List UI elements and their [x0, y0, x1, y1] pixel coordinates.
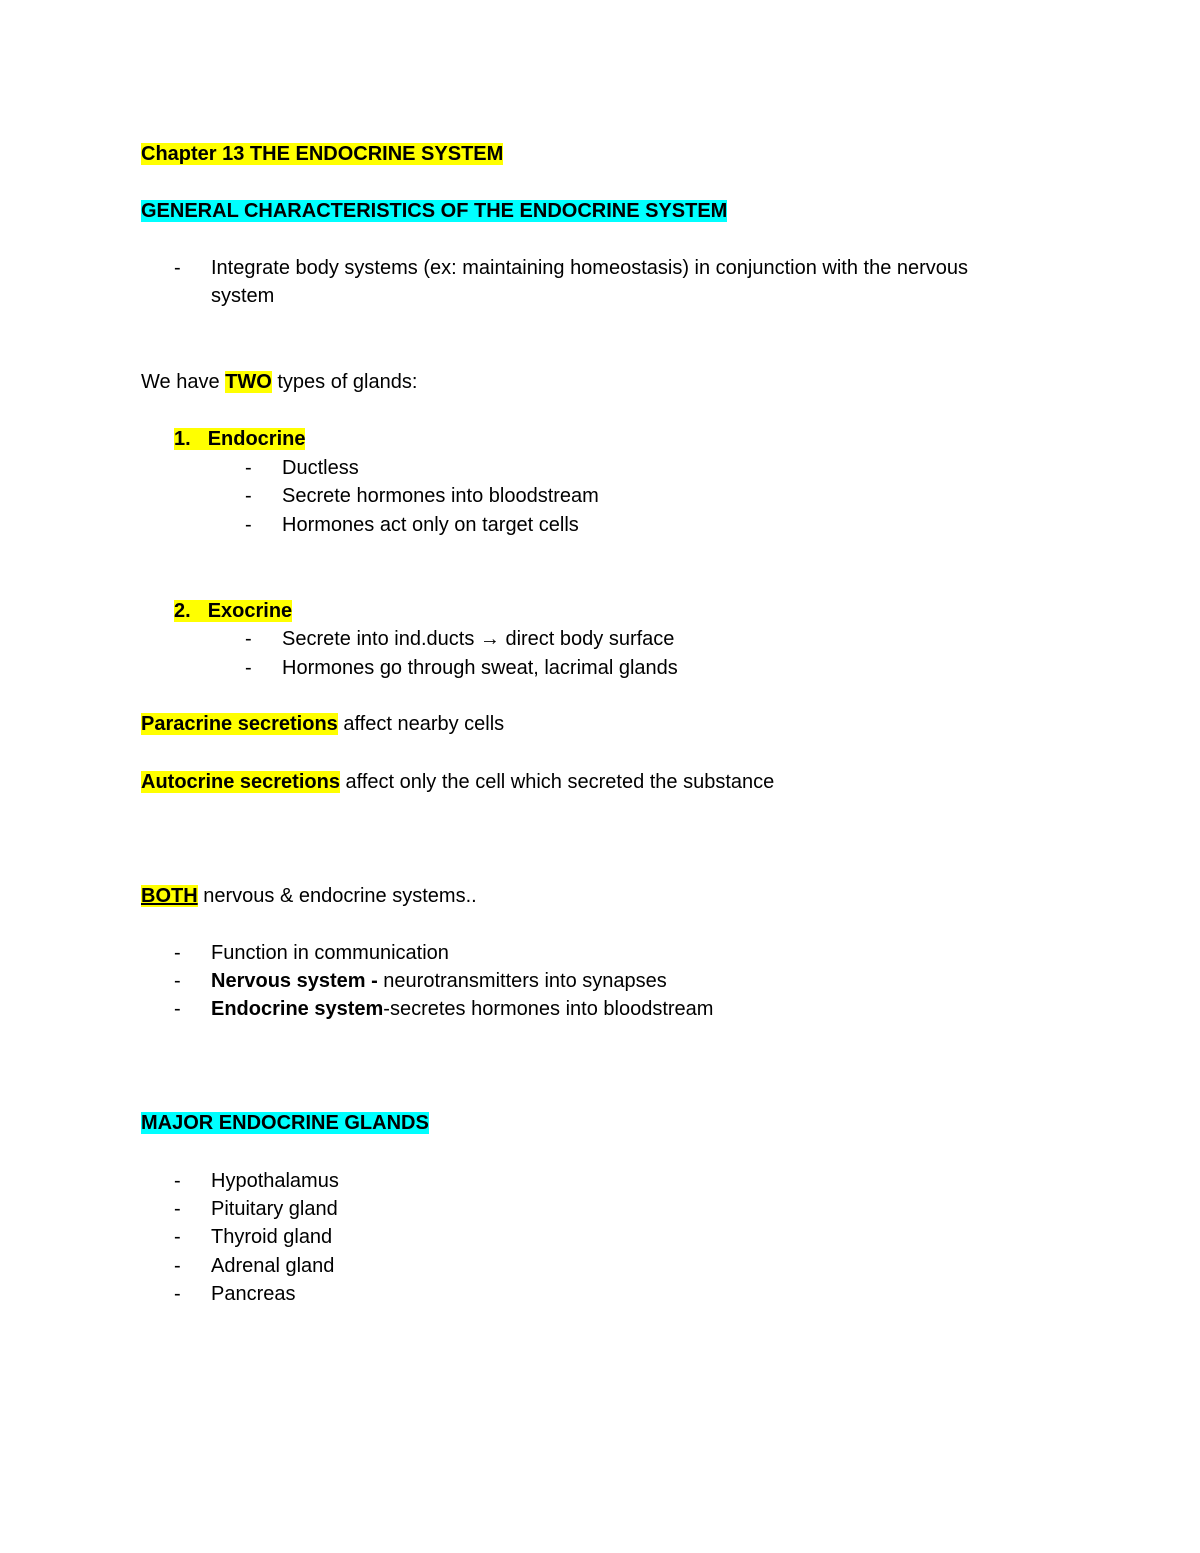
list-item: - Nervous system - neurotransmitters into synapses	[174, 970, 667, 992]
list-item: - Hypothalamus	[174, 1170, 339, 1192]
chapter-title: Chapter 13 THE ENDOCRINE SYSTEM	[141, 143, 504, 165]
list-item: - Pancreas	[174, 1283, 296, 1305]
list-item: - Secrete into ind.ducts → direct body surface	[245, 628, 675, 650]
list-item: - Function in communication	[174, 942, 449, 964]
glands-intro: We have TWO types of glands:	[141, 371, 418, 393]
list-item: - Hormones act only on target cells	[245, 514, 579, 536]
section-heading-general: GENERAL CHARACTERISTICS OF THE ENDOCRINE SYSTEM	[141, 200, 728, 222]
list-item: - Hormones go through sweat, lacrimal glands	[245, 657, 678, 679]
autocrine-definition: Autocrine secretions affect only the cell which secreted the substance	[141, 771, 775, 793]
list-item: - Integrate body systems (ex: maintaining homeostasis) in conjunction with the nervous	[174, 254, 1074, 282]
list-item: - Adrenal gland	[174, 1255, 335, 1277]
both-systems-intro: BOTH nervous & endocrine systems..	[141, 885, 477, 907]
list-item-continuation: system	[211, 285, 275, 307]
dash-bullet: -	[174, 257, 181, 279]
list-item: - Ductless	[245, 457, 359, 479]
list-item: - Pituitary gland	[174, 1198, 338, 1220]
numbered-item-exocrine: 2. Exocrine	[174, 600, 293, 622]
list-item: - Secrete hormones into bloodstream	[245, 485, 599, 507]
paracrine-definition: Paracrine secretions affect nearby cells	[141, 713, 505, 735]
list-item: - Thyroid gland	[174, 1226, 333, 1248]
numbered-item-endocrine: 1. Endocrine	[174, 428, 306, 450]
list-item: - Endocrine system-secretes hormones into bloodstream	[174, 998, 714, 1020]
section-heading-major-glands: MAJOR ENDOCRINE GLANDS	[141, 1112, 429, 1134]
